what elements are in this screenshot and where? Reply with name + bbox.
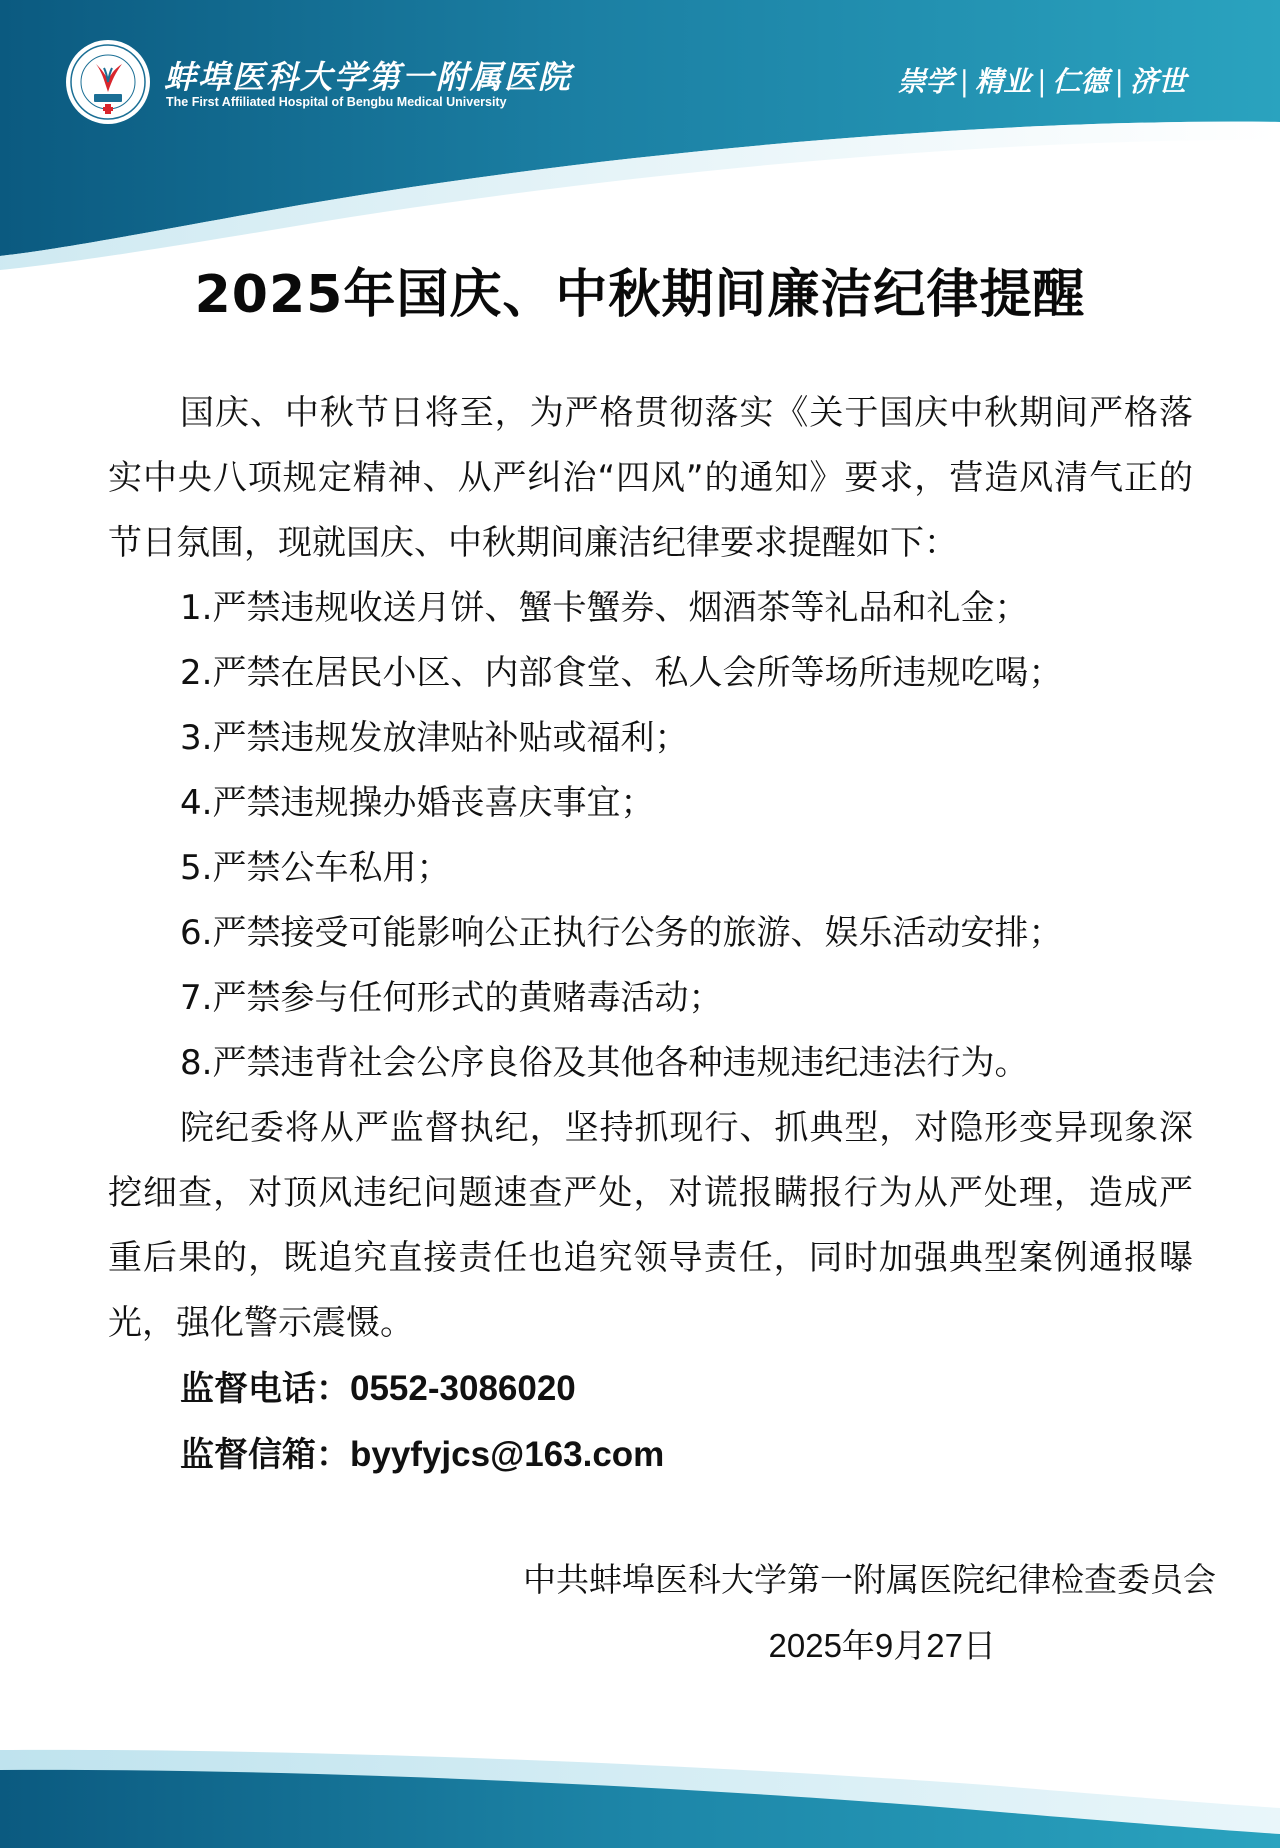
list-item: 5.严禁公车私用； — [180, 848, 451, 888]
motto-divider: | — [1114, 65, 1124, 98]
motto-word: 济世 — [1129, 65, 1186, 98]
list-item: 8.严禁违背社会公序良俗及其他各种违规违纪违法行为。 — [180, 1043, 1029, 1083]
supervision-email — [108, 1422, 1193, 1488]
list-item: 3.严禁违规发放津贴补贴或福利； — [180, 718, 689, 758]
list-item: 1.严禁违规收送月饼、蟹卡蟹券、烟酒茶等礼品和礼金； — [180, 588, 1029, 628]
closing-paragraph: 院纪委将从严监督执纪，坚持抓现行、抓典型，对隐形变异现象深挖细查，对顶风违纪问题速查严处，对谎报瞒报行为从严处理，造成严重后果的，既追究直接责任也追究领导责任，同时加强典型案例通报曝光，强化警示震慑。 — [108, 1108, 1193, 1343]
email-address: byyfyjcs@163.com — [350, 1435, 665, 1474]
phone-number: 0552-3086020 — [350, 1369, 576, 1408]
footer-banner — [0, 1708, 1280, 1848]
list-item: 6.严禁接受可能影响公正执行公务的旅游、娱乐活动安排； — [180, 913, 1063, 953]
signature-organization: 中共蚌埠医科大学第一附属医院纪律检查委员会 — [523, 1560, 1216, 1599]
rules-list — [108, 576, 1193, 1096]
hospital-name-cn: 蚌埠医科大学第一附属医院 — [164, 58, 573, 96]
signature-date: 2025年9月27日 — [768, 1627, 996, 1664]
hospital-motto — [898, 60, 1186, 100]
motto-word: 仁德 — [1052, 65, 1109, 98]
hospital-name-en: The First Affiliated Hospital of Bengbu Medical University — [166, 95, 507, 109]
motto-divider: | — [959, 65, 970, 98]
phone-label: 监督电话： — [180, 1369, 350, 1409]
list-item: 7.严禁参与任何形式的黄赌毒活动； — [180, 978, 723, 1018]
motto-word: 崇学 — [897, 65, 954, 98]
motto-word: 精业 — [975, 65, 1032, 98]
intro-paragraph: 国庆、中秋节日将至，为严格贯彻落实《关于国庆中秋期间严格落实中央八项规定精神、从严纠治“四风”的通知》要求，营造风清气正的节日氛围，现就国庆、中秋期间廉洁纪律要求提醒如下： — [108, 393, 1193, 563]
email-label: 监督信箱： — [180, 1435, 350, 1475]
list-item: 4.严禁违规操办婚丧喜庆事宜； — [180, 783, 655, 823]
notice-title: 2025年国庆、中秋期间廉洁纪律提醒 — [194, 265, 1086, 325]
header-banner — [0, 0, 1280, 270]
supervision-phone — [108, 1356, 1193, 1422]
list-item: 2.严禁在居民小区、内部食堂、私人会所等场所违规吃喝； — [180, 653, 1063, 693]
motto-divider: | — [1037, 65, 1047, 98]
hospital-logo — [64, 38, 152, 126]
notice-body — [108, 381, 1193, 1488]
